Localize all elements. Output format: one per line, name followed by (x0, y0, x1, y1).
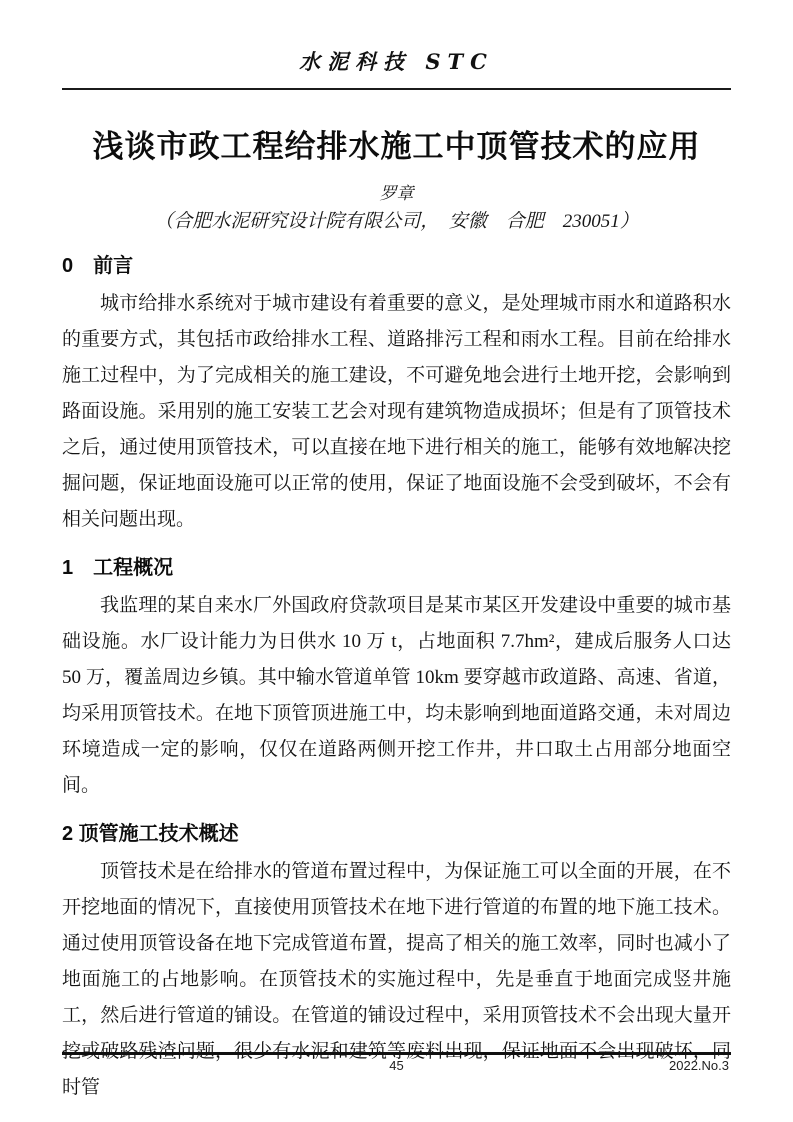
author-name: 罗章 (379, 184, 414, 203)
section-preface (62, 251, 731, 538)
body-paragraph: 我监理的某自来水厂外国政府贷款项目是某市某区开发建设中重要的城市基础设施。水厂设计能力为日供水 10 万 t，占地面积 7.7hm²，建成后服务人口达 50 万，覆盖周边乡镇。其中输水管道单管 10km 要穿越市政道路、高速、省道，均采用顶管技术。在地下顶管顶进施工中，均未影响到地面道路交通，未对周边环境造成一定的影响，仅仅在道路两侧开挖工作井，井口取土占用部分地面空间。 (62, 595, 731, 796)
issue-number: 2022.No.3 (669, 1058, 729, 1073)
article-title: 浅谈市政工程给排水施工中顶管技术的应用 (92, 129, 701, 164)
journal-header (62, 0, 731, 90)
page-footer (62, 1052, 731, 1073)
section-heading-2: 2 顶管施工技术概述 (62, 823, 239, 845)
journal-title: 水泥科技 STC (299, 49, 494, 74)
body-paragraph: 顶管技术是在给排水的管道布置过程中，为保证施工可以全面的开展，在不开挖地面的情况下，直接使用顶管技术在地下进行管道的布置的地下施工技术。通过使用顶管设备在地下完成管道布置，提高了相关的施工效率，同时也减小了地面施工的占地影响。在顶管技术的实施过程中，先是垂直于地面完成竖井施工，然后进行管道的铺设。在管道的铺设过程中，采用顶管技术不会出现大量开挖或破路残渣问题，很少有水泥和建筑等废料出现，保证地面不会出现破坏，同时管 (62, 861, 731, 1098)
author-affiliation: （合肥水泥研究设计院有限公司， 安徽 合肥 230051） (154, 211, 639, 232)
section-heading-0: 0 前言 (62, 255, 134, 277)
body-paragraph: 城市给排水系统对于城市建设有着重要的意义，是处理城市雨水和道路积水的重要方式，其包括市政给排水工程、道路排污工程和雨水工程。目前在给排水施工过程中，为了完成相关的施工建设，不可避免地会进行土地开挖，会影响到路面设施。采用别的施工安装工艺会对现有建筑物造成损坏；但是有了顶管技术之后，通过使用顶管技术，可以直接在地下进行相关的施工，能够有效地解决挖掘问题，保证地面设施可以正常的使用，保证了地面设施不会受到破坏，不会有相关问题出现。 (62, 293, 731, 530)
section-project-overview (62, 553, 731, 804)
page-number: 45 (389, 1058, 404, 1073)
section-heading-1: 1 工程概况 (62, 557, 174, 579)
